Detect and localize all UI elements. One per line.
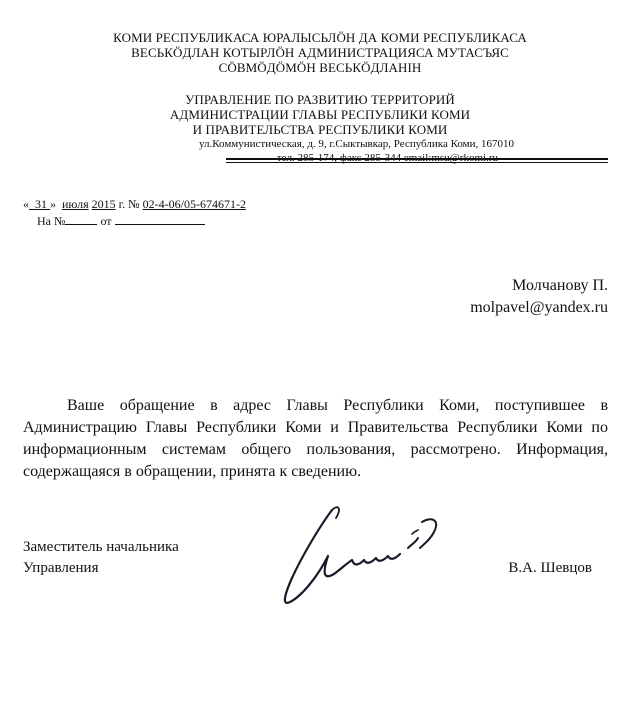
signatory-position-line-1: Заместитель начальника: [23, 539, 179, 555]
recipient-block: [470, 275, 608, 319]
signatory-position-line-2: Управления: [23, 560, 99, 576]
recipient-email: molpavel@yandex.ru: [470, 299, 608, 316]
incoming-number-blank: [65, 214, 97, 225]
recipient-name: Молчанову П.: [512, 277, 608, 294]
incoming-date-blank: [115, 214, 205, 225]
incoming-reference: [37, 214, 205, 228]
letterhead: [60, 30, 580, 165]
header-divider-thick: [226, 158, 608, 160]
ref-day: 31: [35, 197, 47, 211]
ref-number: 02-4-06/05-674671-2: [142, 197, 246, 211]
incoming-label: На №: [37, 214, 66, 228]
from-label: от: [100, 214, 112, 228]
signatory-position: [23, 537, 179, 579]
letterhead-contacts: тел. 285-174, факс 285-344 email:msu@rkomi.ru: [276, 152, 498, 164]
ref-close-quote: »: [50, 197, 56, 211]
ref-year: 2015: [91, 197, 116, 211]
header-divider-thin: [226, 162, 608, 163]
ref-month: июля: [62, 197, 89, 211]
letterhead-komi-line-2: ВЕСЬКÖДЛАН КОТЫРЛÖН АДМИНИСТРАЦИЯСА МУТАСЪЯС: [131, 45, 509, 60]
letterhead-russian-line-2: АДМИНИСТРАЦИИ ГЛАВЫ РЕСПУБЛИКИ КОМИ: [169, 107, 471, 122]
letterhead-address: ул.Коммунистическая, д. 9, г.Сыктывкар, Республика Коми, 167010: [199, 138, 514, 150]
letter-body: Ваше обращение в адрес Главы Республики Коми, поступившее в Администрацию Главы Республики Коми и Правительства Республики Коми по информационным системам общего пользования, рассмотрено. Информация, содержащаяся в обращении, принята к сведению.: [23, 397, 608, 480]
letterhead-komi-line-3: СÖВМÖДÖМÖН ВЕСЬКÖДЛАНIН: [218, 60, 422, 75]
signatory-name: В.А. Шевцов: [508, 560, 592, 576]
handwritten-signature: [262, 498, 452, 613]
ref-year-suffix: г. №: [118, 197, 140, 211]
letterhead-russian-line-3: И ПРАВИТЕЛЬСТВА РЕСПУБЛИКИ КОМИ: [192, 122, 448, 137]
ref-open-quote: «: [23, 197, 29, 211]
letterhead-russian-line-1: УПРАВЛЕНИЕ ПО РАЗВИТИЮ ТЕРРИТОРИЙ: [185, 92, 455, 107]
letterhead-komi-line-1: КОМИ РЕСПУБЛИКАСА ЮРАЛЫСЬЛÖН ДА КОМИ РЕСПУБЛИКАСА: [113, 30, 527, 45]
outgoing-reference: [23, 197, 246, 211]
